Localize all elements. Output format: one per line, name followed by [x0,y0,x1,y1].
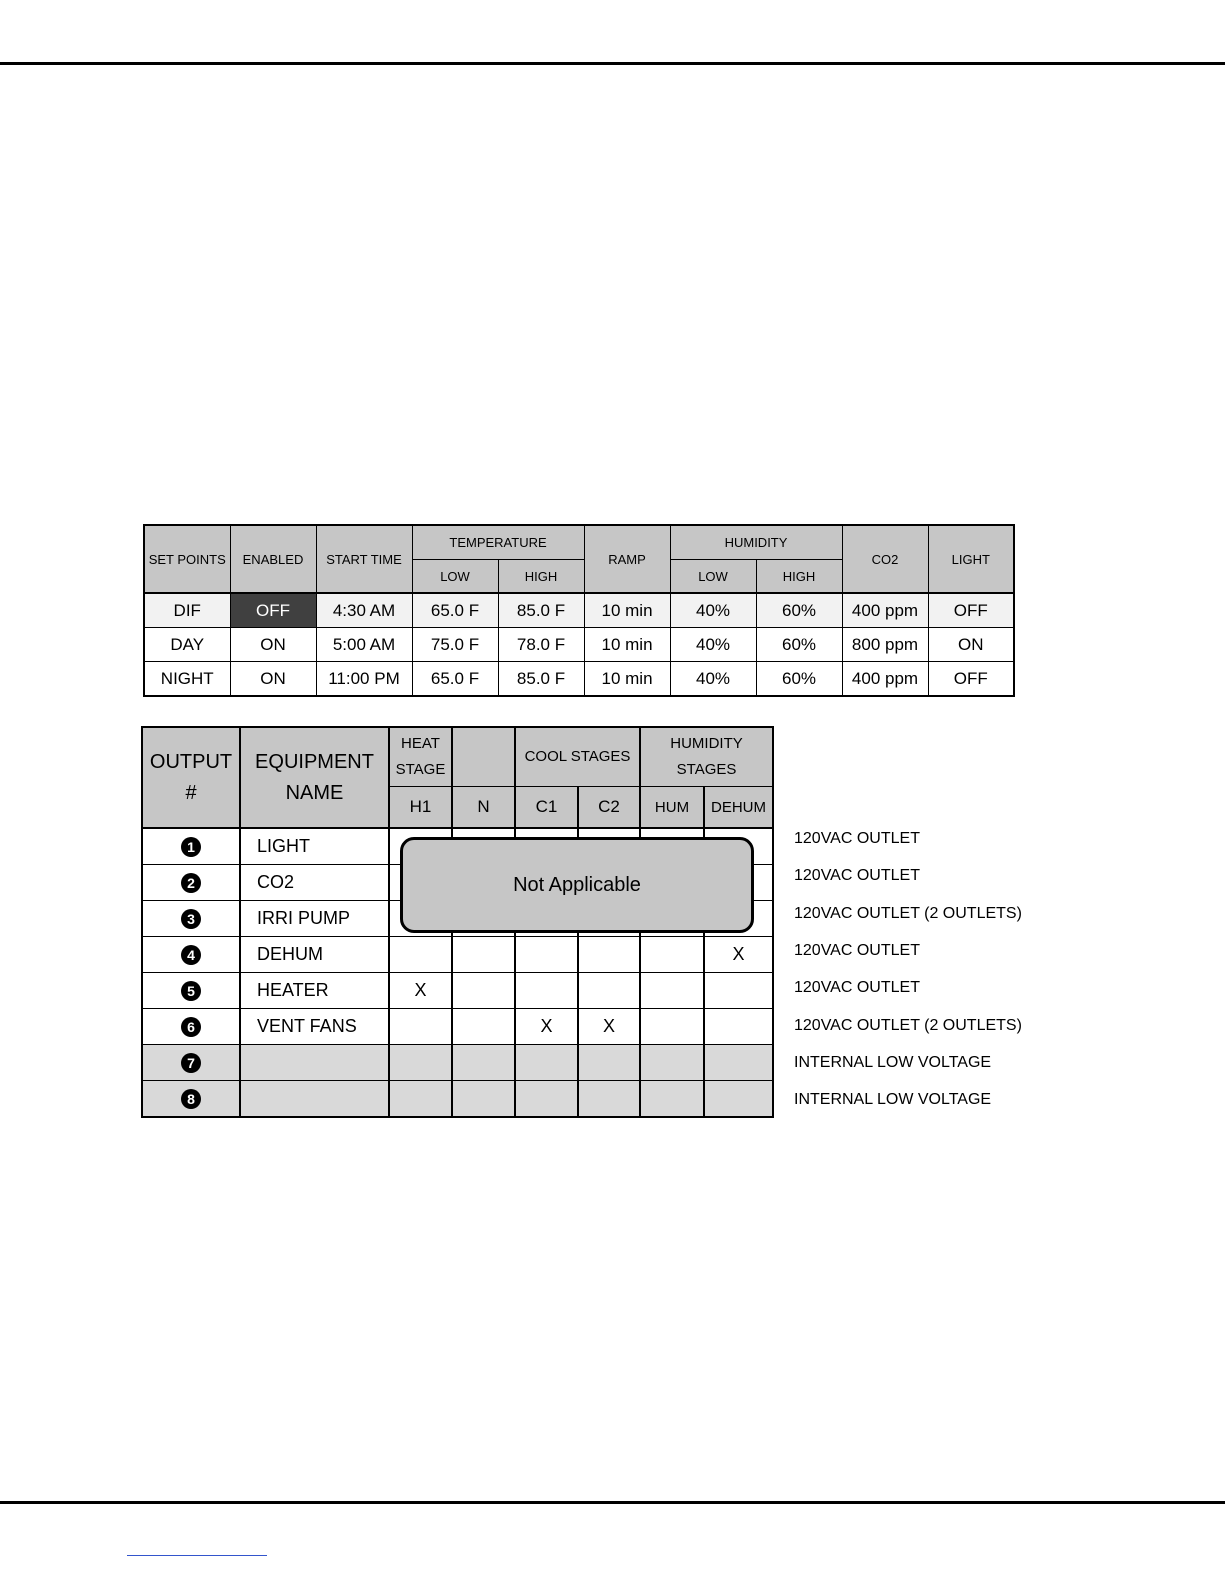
hum-high: 60% [756,628,842,662]
output-note: 120VAC OUTLET [794,830,920,847]
stage-cell-h1[interactable] [389,1081,452,1118]
stage-cell-c1[interactable]: X [515,1009,578,1045]
enabled-toggle[interactable]: OFF [230,593,316,628]
header-hum-high: HIGH [756,560,842,594]
temp-low: 75.0 F [412,628,498,662]
ramp: 10 min [584,593,670,628]
number-circle-icon: 3 [181,909,201,929]
number-circle-icon: 1 [181,837,201,857]
output-row [142,1009,773,1045]
header-temp-low: LOW [412,560,498,594]
output-note: INTERNAL LOW VOLTAGE [794,1091,992,1109]
stage-cell-n[interactable] [452,973,515,1009]
enabled-toggle[interactable]: ON [230,662,316,697]
stage-cell-c2[interactable] [578,937,640,973]
light: ON [928,628,1014,662]
header-set-points: SET POINTS [144,525,230,593]
equipment-name[interactable]: DEHUM [240,937,389,973]
header-ramp: RAMP [584,525,670,593]
stage-cell-c2[interactable] [578,1045,640,1081]
stage-cell-c1[interactable] [515,937,578,973]
header-hum: HUM [640,787,704,829]
output-row [142,1081,773,1118]
stage-cell-dehum[interactable] [704,1045,773,1081]
hum-high: 60% [756,593,842,628]
header-heat-stage: HEAT STAGE [389,727,452,787]
equipment-name[interactable]: CO2 [240,865,389,901]
header-enabled: ENABLED [230,525,316,593]
stage-cell-c1[interactable] [515,1081,578,1118]
output-number [142,937,240,973]
header-temperature: TEMPERATURE [412,525,584,560]
temp-high: 85.0 F [498,593,584,628]
output-note: 120VAC OUTLET (2 OUTLETS) [794,904,1022,922]
header-start-time: START TIME [316,525,412,593]
setpoint-row-dif [144,593,1014,628]
co2: 800 ppm [842,628,928,662]
temp-high: 85.0 F [498,662,584,697]
hum-low: 40% [670,662,756,697]
output-row [142,1045,773,1081]
stage-cell-n[interactable] [452,1045,515,1081]
output-note: 120VAC OUTLET [794,941,920,959]
number-circle-icon: 5 [181,981,201,1001]
stage-cell-dehum[interactable] [704,1009,773,1045]
enabled-toggle[interactable]: ON [230,628,316,662]
stage-cell-hum[interactable] [640,1009,704,1045]
stage-cell-c2[interactable]: X [578,1009,640,1045]
stage-cell-n[interactable] [452,937,515,973]
output-row [142,973,773,1009]
equipment-name[interactable]: LIGHT [240,828,389,865]
stage-cell-n[interactable] [452,1081,515,1118]
temp-low: 65.0 F [412,593,498,628]
header-cool-stages: COOL STAGES [515,727,640,787]
stage-cell-n[interactable] [452,1009,515,1045]
stage-cell-dehum[interactable]: X [704,937,773,973]
ramp: 10 min [584,662,670,697]
hum-low: 40% [670,628,756,662]
bottom-rule [0,1501,1225,1504]
output-note: 120VAC OUTLET [794,979,920,997]
equipment-name[interactable]: IRRI PUMP [240,901,389,937]
hum-low: 40% [670,593,756,628]
header-humidity-stages: HUMIDITY STAGES [640,727,773,787]
output-note: 120VAC OUTLET (2 OUTLETS) [794,1016,1022,1034]
header-humidity: HUMIDITY [670,525,842,560]
temp-low: 65.0 F [412,662,498,697]
header-co2: CO2 [842,525,928,593]
temp-high: 78.0 F [498,628,584,662]
not-applicable-overlay: Not Applicable [400,837,754,933]
ramp: 10 min [584,628,670,662]
number-circle-icon: 6 [181,1017,201,1037]
stage-cell-hum[interactable] [640,973,704,1009]
setpoint-name: DIF [144,593,230,628]
equipment-name[interactable] [240,1045,389,1081]
output-number [142,828,240,865]
start-time: 5:00 AM [316,628,412,662]
co2: 400 ppm [842,593,928,628]
equipment-name[interactable] [240,1081,389,1118]
number-circle-icon: 4 [181,945,201,965]
light: OFF [928,593,1014,628]
light: OFF [928,662,1014,697]
header-n: N [452,787,515,829]
output-number [142,973,240,1009]
header-output-number: OUTPUT # [142,727,240,828]
header-dehum: DEHUM [704,787,773,829]
output-note: INTERNAL LOW VOLTAGE [794,1053,992,1071]
output-number [142,1009,240,1045]
stage-cell-dehum[interactable] [704,1081,773,1118]
hum-high: 60% [756,662,842,697]
setpoint-row-day [144,628,1014,662]
top-rule [0,62,1225,65]
co2: 400 ppm [842,662,928,697]
stage-cell-hum[interactable] [640,1045,704,1081]
start-time: 4:30 AM [316,593,412,628]
setpoint-name: NIGHT [144,662,230,697]
output-row [142,937,773,973]
stage-cell-c1[interactable] [515,973,578,1009]
output-number [142,901,240,937]
stage-cell-c2[interactable] [578,1081,640,1118]
output-note: 120VAC OUTLET [794,867,920,885]
equipment-name[interactable]: VENT FANS [240,1009,389,1045]
stage-cell-h1[interactable]: X [389,973,452,1009]
setpoint-row-night [144,662,1014,697]
stage-cell-h1[interactable] [389,1045,452,1081]
stage-cell-h1[interactable] [389,1009,452,1045]
output-number [142,1081,240,1118]
footer-link-underline[interactable] [127,1555,267,1556]
number-circle-icon: 2 [181,873,201,893]
number-circle-icon: 7 [181,1053,201,1073]
setpoint-name: DAY [144,628,230,662]
header-c2: C2 [578,787,640,829]
stage-cell-dehum[interactable] [704,973,773,1009]
header-light: LIGHT [928,525,1014,593]
output-number [142,865,240,901]
output-number [142,1045,240,1081]
stage-cell-c1[interactable] [515,1045,578,1081]
header-h1: H1 [389,787,452,829]
header-c1: C1 [515,787,578,829]
header-hum-low: LOW [670,560,756,594]
stage-cell-h1[interactable] [389,937,452,973]
stage-cell-c2[interactable] [578,973,640,1009]
header-temp-high: HIGH [498,560,584,594]
number-circle-icon: 8 [181,1089,201,1109]
start-time: 11:00 PM [316,662,412,697]
set-points-table [143,524,1015,697]
header-equipment-name: EQUIPMENT NAME [240,727,389,828]
stage-cell-hum[interactable] [640,1081,704,1118]
stage-cell-hum[interactable] [640,937,704,973]
equipment-name[interactable]: HEATER [240,973,389,1009]
header-blank [452,727,515,787]
